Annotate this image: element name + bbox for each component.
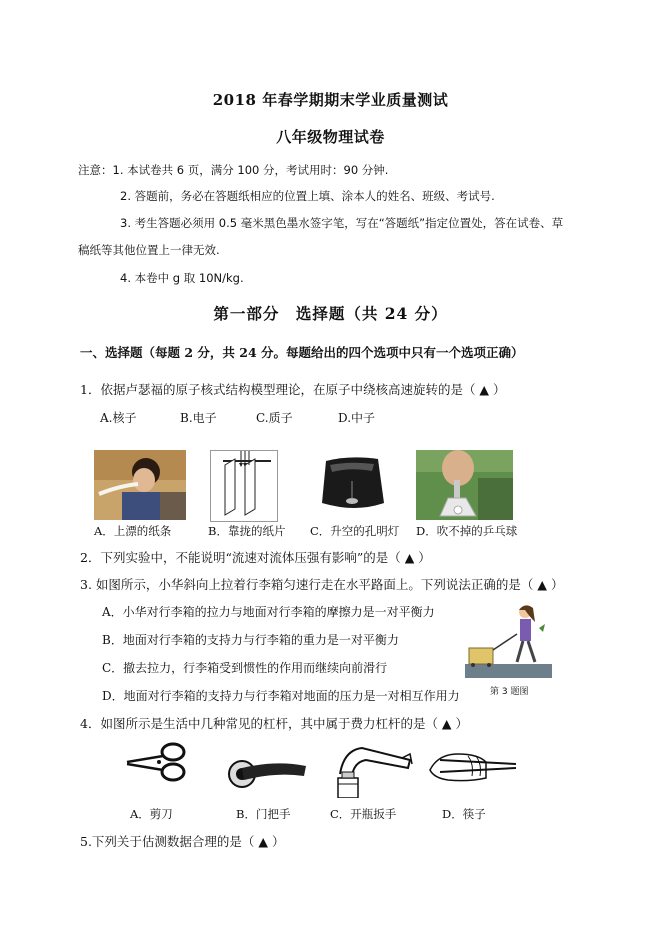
q1-option-c: C.质子 (256, 411, 293, 425)
exam-title: 2018 年春学期期末学业质量测试 (212, 91, 449, 109)
q1-stem: 1．依据卢瑟福的原子核式结构模型理论，在原子中绕核高速旋转的是（ ▲ ） (80, 382, 506, 397)
q4-caption-c: C．开瓶扳手 (330, 807, 397, 821)
part-one-heading: 一、选择题（每题 2 分，共 24 分。每题给出的四个选项中只有一个选项正确） (80, 345, 524, 360)
q4-caption-b: B．门把手 (236, 807, 291, 821)
q3-option-a: A．小华对行李箱的拉力与地面对行李箱的摩擦力是一对平衡力 (102, 605, 435, 619)
photo-ping-pong-funnel (416, 450, 513, 520)
q1-option-a: A.核子 (100, 411, 137, 425)
q2-caption-d: D．吹不掉的乒乓球 (416, 524, 518, 538)
q3-option-b: B．地面对行李箱的支持力与行李箱的重力是一对平衡力 (102, 633, 399, 647)
q4-stem: 4．如图所示是生活中几种常见的杠杆，其中属于费力杠杆的是（ ▲ ） (80, 716, 469, 731)
section-title: 第一部分 选择题（共 24 分） (213, 304, 448, 323)
q2-caption-a: A．上漂的纸条 (94, 524, 172, 538)
note-3: 3. 考生答题必须用 0.5 毫米黑色墨水签字笔，写在“答题纸”指定位置处，答在试卷、草 (120, 216, 564, 230)
figure-scissors (125, 740, 187, 784)
q2-caption-c: C．升空的孔明灯 (310, 524, 400, 538)
photo-paper-strip (94, 450, 186, 520)
diagram-two-papers (210, 450, 278, 522)
q4-caption-d: D．筷子 (442, 807, 486, 821)
photo-kongming-lantern (312, 455, 387, 517)
exam-subtitle: 八年级物理试卷 (276, 128, 385, 146)
q3-stem: 3. 如图所示，小华斜向上拉着行李箱匀速行走在水平路面上。下列说法正确的是（ ▲ ） (80, 577, 564, 592)
figure-girl-luggage (465, 600, 552, 678)
q2-stem: 2．下列实验中，不能说明“流速对流体压强有影响”的是（ ▲ ） (80, 550, 431, 565)
note-3-cont: 稿纸等其他位置上一律无效. (78, 243, 220, 257)
q3-option-d: D．地面对行李箱的支持力与行李箱对地面的压力是一对相互作用力 (102, 689, 460, 703)
q2-caption-b: B．靠拢的纸片 (208, 524, 286, 538)
note-4: 4. 本卷中 g 取 10N/kg. (120, 271, 244, 285)
figure-bottle-opener (332, 744, 414, 798)
figure-door-handle (226, 756, 308, 792)
note-1: 注意：1. 本试卷共 6 页，满分 100 分，考试用时：90 分钟. (78, 163, 389, 177)
figure-chopsticks (428, 746, 516, 786)
note-2: 2. 答题前，务必在答题纸相应的位置上填、涂本人的姓名、班级、考试号. (120, 189, 495, 203)
q1-option-d: D.中子 (338, 411, 376, 425)
q5-stem: 5.下列关于估测数据合理的是（ ▲ ） (80, 834, 285, 849)
q3-option-c: C．撤去拉力，行李箱受到惯性的作用而继续向前滑行 (102, 661, 388, 675)
q1-option-b: B.电子 (180, 411, 217, 425)
q3-figure-label: 第 3 题图 (490, 687, 529, 697)
q4-caption-a: A．剪刀 (130, 807, 173, 821)
